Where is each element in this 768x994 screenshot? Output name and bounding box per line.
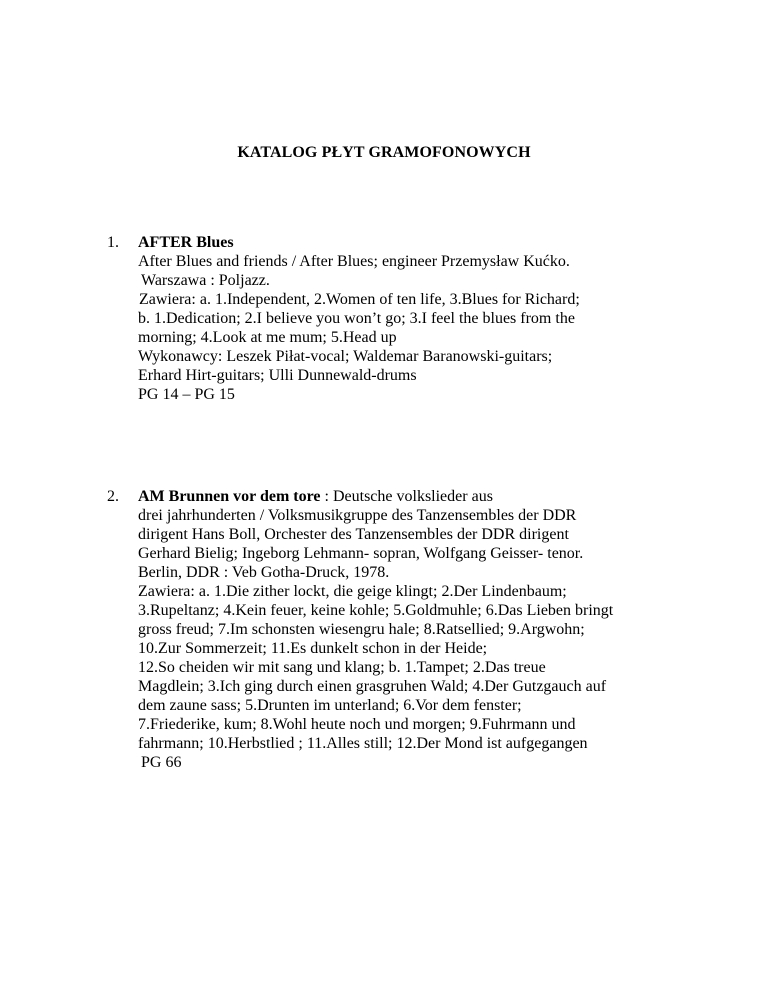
entry-line: Gerhard Bielig; Ingeborg Lehmann- sopran, Wolfgang Geisser- tenor. [138, 545, 584, 562]
page-title: KATALOG PŁYT GRAMOFONOWYCH [237, 144, 531, 161]
entry-number: 1. [107, 234, 119, 251]
entry-line: Berlin, DDR : Veb Gotha-Druck, 1978. [138, 564, 390, 581]
entry-line: Erhard Hirt-guitars; Ulli Dunnewald-drums [138, 367, 417, 384]
entry-number: 2. [107, 488, 119, 505]
entry-heading-line [138, 487, 728, 506]
entry-line: Warszawa : Poljazz. [141, 272, 270, 289]
entry-line: 12.So cheiden wir mit sang und klang; b. 1.Tampet; 2.Das treue [138, 659, 546, 676]
entry-heading: AFTER Blues [138, 234, 234, 251]
entry-line: dirigent Hans Boll, Orchester des Tanzensembles der DDR dirigent [138, 526, 569, 543]
entry-line: PG 14 – PG 15 [138, 386, 235, 403]
entry-heading-subtitle: : Deutsche volkslieder aus [320, 488, 493, 505]
entry-line: fahrmann; 10.Herbstlied ; 11.Alles still; 12.Der Mond ist aufgegangen [138, 735, 588, 752]
entry-line: PG 66 [141, 754, 182, 771]
entry-heading: AM Brunnen vor dem tore [138, 488, 321, 505]
entry-heading-line [138, 233, 728, 252]
entry-line: 10.Zur Sommerzeit; 11.Es dunkelt schon in der Heide; [138, 640, 488, 657]
entry-line: Zawiera: a. 1.Die zither lockt, die geige klingt; 2.Der Lindenbaum; [138, 583, 567, 600]
entry-line: morning; 4.Look at me mum; 5.Head up [138, 329, 397, 346]
entry-line: gross freud; 7.Im schonsten wiesengru hale; 8.Ratsellied; 9.Argwohn; [138, 621, 585, 638]
entry-line: dem zaune sass; 5.Drunten im unterland; 6.Vor dem fenster; [138, 697, 522, 714]
entry-line: Magdlein; 3.Ich ging durch einen grasgruhen Wald; 4.Der Gutzgauch auf [138, 678, 607, 695]
entry-line: Wykonawcy: Leszek Piłat-vocal; Waldemar Baranowski-guitars; [138, 348, 553, 365]
entry-body [138, 487, 728, 772]
entry-line: After Blues and friends / After Blues; engineer Przemysław Kućko. [138, 253, 570, 270]
entry-line: drei jahrhunderten / Volksmusikgruppe des Tanzensembles der DDR [138, 507, 577, 524]
entry-line: b. 1.Dedication; 2.I believe you won’t go; 3.I feel the blues from the [138, 310, 575, 327]
entry-body [138, 233, 728, 404]
entry-line: 3.Rupeltanz; 4.Kein feuer, keine kohle; 5.Goldmuhle; 6.Das Lieben bringt [138, 602, 614, 619]
entry-line: 7.Friederike, kum; 8.Wohl heute noch und morgen; 9.Fuhrmann und [138, 716, 576, 733]
entry-line: Zawiera: a. 1.Independent, 2.Women of ten life, 3.Blues for Richard; [139, 291, 580, 308]
